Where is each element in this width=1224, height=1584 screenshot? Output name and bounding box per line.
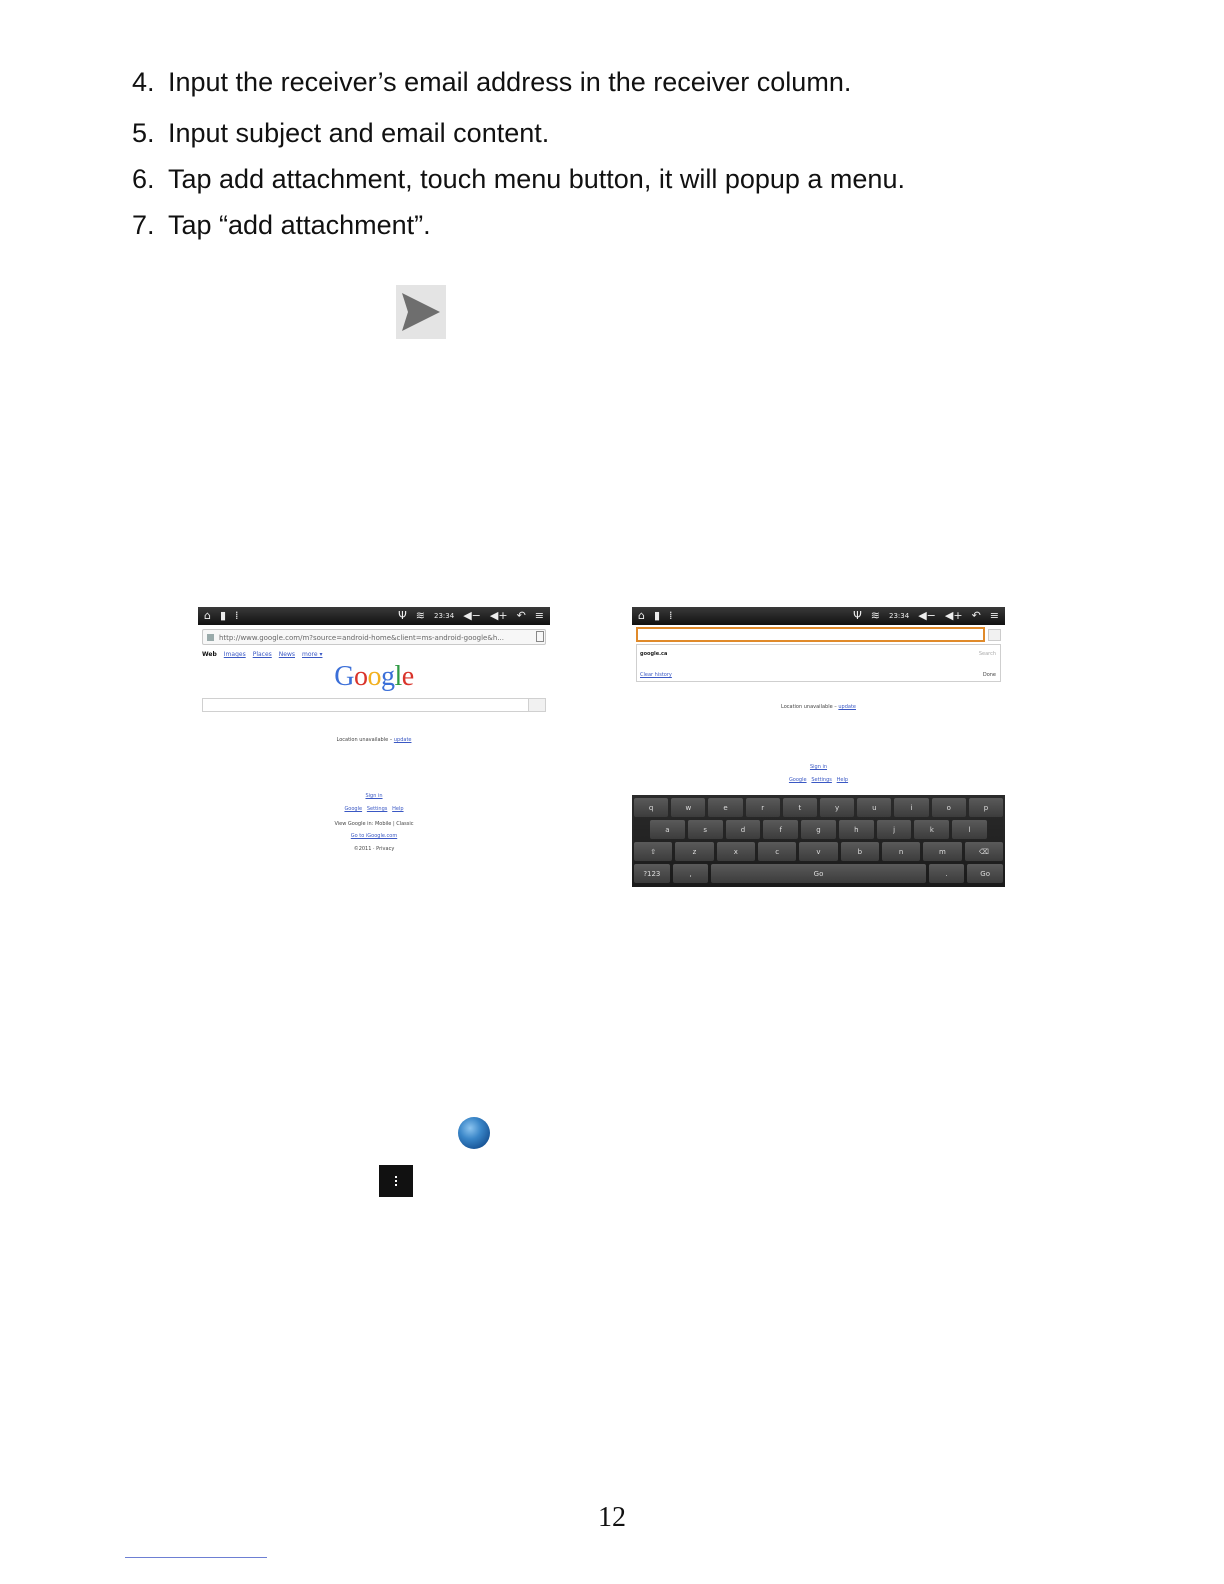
logo-letter: l — [394, 661, 402, 692]
keyboard-key[interactable]: l — [952, 820, 987, 839]
keyboard-key[interactable]: z — [675, 842, 713, 861]
keyboard-key[interactable]: i — [894, 798, 928, 817]
search-input-focused[interactable] — [636, 627, 985, 642]
keyboard-key[interactable]: Go — [711, 864, 925, 883]
favicon-icon — [207, 634, 214, 641]
nav-places[interactable]: Places — [252, 651, 272, 658]
status-bar — [632, 607, 1005, 625]
keyboard-key[interactable]: ⌫ — [965, 842, 1003, 861]
home-icon: ⌂ — [204, 609, 211, 622]
keyboard-row — [634, 864, 1003, 883]
suggestion-dropdown — [636, 644, 1001, 682]
search-icon[interactable] — [528, 699, 545, 711]
sign-in-link[interactable]: Sign in — [365, 793, 383, 799]
logo-letter: o — [367, 661, 381, 692]
keyboard-row — [634, 842, 1003, 861]
url-bar[interactable] — [202, 629, 546, 645]
keyboard-key[interactable]: x — [717, 842, 755, 861]
volume-up-icon: ◀+ — [944, 609, 963, 622]
footer-links: Google Settings Help — [344, 806, 404, 812]
step-4: 4. Input the receiver’s email address in the receiver column. — [132, 67, 852, 97]
menu-dot — [395, 1176, 397, 1178]
location-line: Location unavailable – update — [781, 704, 856, 710]
keyboard-key[interactable]: w — [671, 798, 705, 817]
footer-links: Google Settings Help — [788, 777, 849, 783]
igoogle-link[interactable]: Go to iGoogle.com — [350, 833, 398, 839]
location-line: Location unavailable – update — [336, 737, 412, 743]
notification-icon: ▮ — [219, 609, 227, 622]
back-icon: ↶ — [971, 609, 981, 622]
keyboard-key[interactable]: h — [839, 820, 874, 839]
keyboard-key[interactable]: n — [882, 842, 920, 861]
on-screen-keyboard — [632, 795, 1005, 887]
keyboard-key[interactable]: j — [877, 820, 912, 839]
google-logo — [198, 661, 550, 693]
keyboard-row — [634, 820, 1003, 839]
keyboard-key[interactable]: Go — [967, 864, 1003, 883]
keyboard-row — [634, 798, 1003, 817]
menu-dot — [395, 1180, 397, 1182]
bookmark-icon[interactable] — [536, 631, 544, 642]
logo-letter: g — [381, 661, 395, 692]
nav-images[interactable]: Images — [223, 651, 246, 658]
menu-dot — [395, 1184, 397, 1186]
wifi-icon: ≋ — [870, 609, 880, 622]
done-button[interactable]: Done — [982, 672, 996, 678]
status-time: 23:34 — [889, 612, 910, 620]
volume-up-icon: ◀+ — [489, 609, 508, 622]
browser-screenshot-home — [198, 607, 550, 863]
keyboard-key[interactable]: , — [673, 864, 709, 883]
keyboard-key[interactable]: k — [914, 820, 949, 839]
wifi-icon: ≋ — [415, 609, 425, 622]
keyboard-key[interactable]: e — [708, 798, 742, 817]
notification-icon: ▮ — [653, 609, 661, 622]
menu-icon[interactable] — [379, 1165, 413, 1197]
google-search-input[interactable] — [202, 698, 546, 712]
nav-web[interactable]: Web — [202, 651, 217, 658]
footnote-rule — [125, 1557, 267, 1558]
logo-letter: e — [401, 661, 414, 692]
page-number: 12 — [598, 1502, 626, 1533]
keyboard-key[interactable]: ?123 — [634, 864, 670, 883]
send-icon-glyph — [396, 285, 446, 339]
keyboard-key[interactable]: o — [932, 798, 966, 817]
step-7: 7. Tap “add attachment”. — [132, 210, 431, 240]
usb-icon: Ψ — [853, 609, 862, 622]
view-line: View Google in: Mobile | Classic — [334, 821, 414, 827]
send-icon[interactable] — [396, 285, 446, 339]
keyboard-key[interactable]: b — [841, 842, 879, 861]
usb-icon: Ψ — [398, 609, 407, 622]
home-icon: ⌂ — [638, 609, 645, 622]
copyright-line: ©2011 · Privacy — [353, 846, 395, 852]
keyboard-key[interactable]: g — [801, 820, 836, 839]
clear-history-link[interactable]: Clear history — [640, 672, 672, 678]
menu-icon: ≡ — [989, 609, 999, 622]
keyboard-key[interactable]: v — [799, 842, 837, 861]
keyboard-key[interactable]: y — [820, 798, 854, 817]
nav-more[interactable]: more ▾ — [302, 651, 323, 658]
nav-news[interactable]: News — [278, 651, 295, 658]
volume-down-icon: ◀− — [918, 609, 936, 622]
keyboard-key[interactable]: q — [634, 798, 668, 817]
keyboard-key[interactable]: d — [726, 820, 761, 839]
keyboard-key[interactable]: p — [969, 798, 1003, 817]
notification-icon: ⁞ — [235, 609, 239, 622]
status-bar — [198, 607, 550, 625]
logo-letter: o — [354, 661, 368, 692]
menu-icon: ≡ — [534, 609, 544, 622]
keyboard-key[interactable]: a — [650, 820, 685, 839]
logo-letter: G — [334, 661, 354, 692]
sign-in-link[interactable]: Sign in — [809, 764, 828, 770]
keyboard-key[interactable]: r — [746, 798, 780, 817]
notification-icon: ⁞ — [669, 609, 673, 622]
keyboard-key[interactable]: c — [758, 842, 796, 861]
volume-down-icon: ◀− — [463, 609, 481, 622]
status-time: 23:34 — [434, 612, 455, 620]
step-5: 5. Input subject and email content. — [132, 118, 550, 148]
step-6: 6. Tap add attachment, touch menu button, it will popup a menu. — [132, 164, 905, 194]
globe-icon[interactable] — [458, 1117, 490, 1149]
keyboard-key[interactable]: f — [763, 820, 798, 839]
google-nav — [202, 651, 322, 658]
keyboard-key[interactable]: m — [923, 842, 961, 861]
keyboard-key[interactable]: t — [783, 798, 817, 817]
suggestion-hint: Search — [978, 651, 996, 657]
keyboard-key[interactable]: ⇧ — [634, 842, 672, 861]
keyboard-key[interactable]: . — [929, 864, 965, 883]
keyboard-key[interactable]: u — [857, 798, 891, 817]
back-icon: ↶ — [516, 609, 526, 622]
suggestion-item[interactable]: google.ca — [640, 651, 668, 657]
search-icon[interactable] — [988, 629, 1001, 641]
keyboard-key[interactable]: s — [688, 820, 723, 839]
url-text: http://www.google.com/m?source=android-home&client=ms-android-google&h... — [219, 634, 504, 642]
browser-screenshot-keyboard — [632, 607, 1005, 887]
